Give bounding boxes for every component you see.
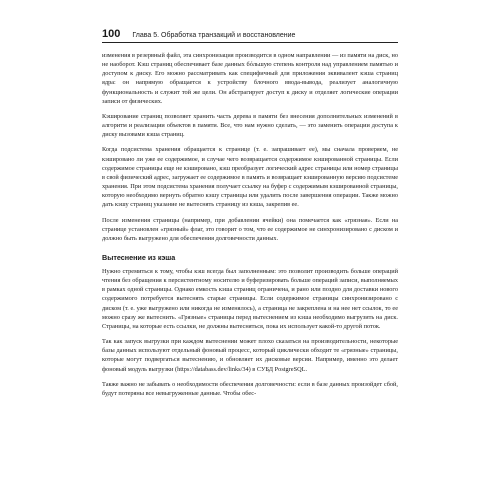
paragraph-2: Кэширование страниц позволяет хранить часть дерева в памяти без внесения дополнительных изменений в алгоритм и реализации объектов в памяти. Все, что нам нужно сделать, — это заменить операции доступа к диску вызовами кэша страниц.	[102, 112, 398, 139]
paragraph-4: После изменения страницы (например, при добавлении ячейки) она помечается как «грязная». Если на странице установлен «грязный» флаг, это говорит о том, что ее содержимое не синхронизировано с диском и должно быть выгружено для обеспечения долговечности данных.	[102, 216, 398, 242]
section-paragraph-2: Так как запуск выгрузки при каждом вытеснении может плохо сказаться на производительности, некоторые базы данных используют отдельный фоновый процесс, который циклически обходит те «грязные» страницы, которые могут подвергаться вытеснению, и обновляет их дисковые версии. Например, именно это делает фоновый модуль выгрузки (https://databass.dev/links/34) в СУБД PostgreSQL.	[102, 338, 398, 373]
paragraph-3: Когда подсистема хранения обращается к странице (т. е. запрашивает ее), мы сначала проверяем, не кэшировано ли уже ее содержимое, и случае чего возвращается содержимое кэшированной страницы. Если содержимое страницы еще не кэшировано, кэш преобразует логический адрес страницы или номер страницы в свой физический адрес, загружает ее содержимое в память и возвращает кэшированную версию подсистеме хранения. При этом подсистема хранения получает ссылку на буфер с содержимым кэшированной страницы, которую необходимо вернуть обратно кэшу страницы или удалить после завершения операции. Также можно дать кэшу страниц указание не вытеснять страницу из кэша, закрепив ее.	[102, 146, 398, 209]
paragraph-1: изменения в резервный файл, эта синхронизация производится в одном направлении — из памяти на диск, но не наоборот. Кэш страниц обеспечивает базе данных бóльшую степень контроля над управлением памятью и доступом к диску. Его можно рассматривать как специфичный для приложения эквивалент кэша страниц ядра: он напрямую обращается к устройству блочного ввода-вывода, реализует аналогичную функциональность и служит той же цели. Он абстрагирует доступ к диску и отделяет логические операции записи от физических.	[102, 52, 398, 105]
chapter-title: Глава 5. Обработка транзакций и восстановление	[132, 32, 296, 39]
page-content	[102, 51, 398, 398]
running-header	[102, 24, 398, 43]
section-heading: Вытеснение из кэша	[102, 252, 176, 262]
section-paragraph-3: Также важно не забывать о необходимости обеспечения долговечности: если в базе данных произойдет сбой, будут потеряны все невыгруженные данные. Чтобы обес-	[102, 380, 398, 397]
page-number: 100	[102, 28, 121, 40]
section-paragraph-1: Нужно стремиться к тому, чтобы кэш всегда был заполненным: это позволит производить больше операций чтения без обращения к персистентному носителю и буферизировать больше операций записи, выполняемых в рамках одной страницы. Однако емкость кэша страниц ограничена, и рано или поздно для доставки нового содержимого потребуется вытеснять старые страницы. Если содержимое страницы синхронизировано с диском (т. е. уже выгружено или никогда не изменялось), а страница не закреплена и на нее нет ссылок, то ее можно сразу же вытеснить. «Грязные» страницы перед вытеснением из кэша необходимо выгрузить на диск. Страницы, на которые есть ссылки, не должны вытесняться, пока их использует какой-то другой поток.	[102, 267, 398, 330]
